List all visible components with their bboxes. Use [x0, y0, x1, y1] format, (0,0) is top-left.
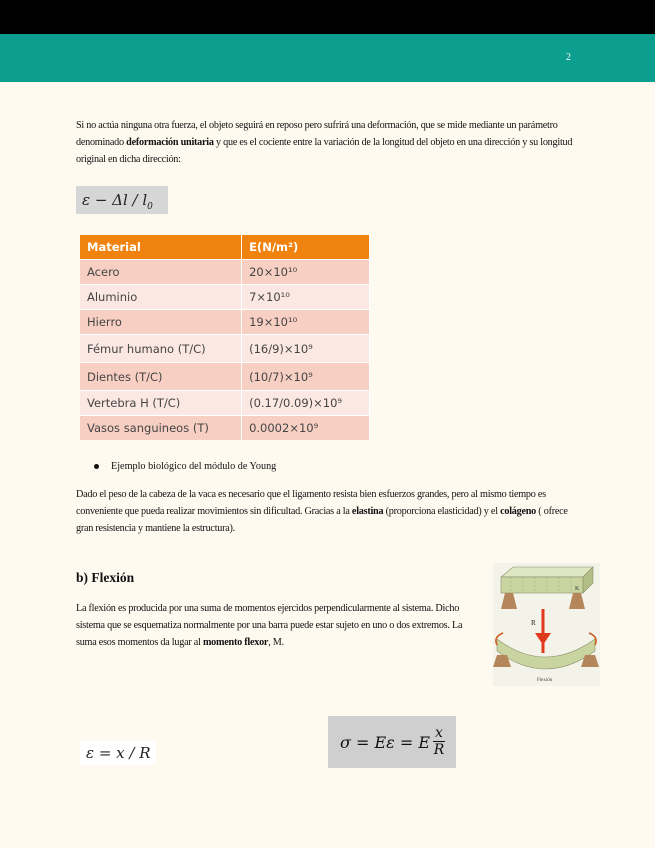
ligament-paragraph: Dado el peso de la cabeza de la vaca es necesario que el ligamento resista bien esfuerzos grandes, pero al mismo tiempo es conveniente que pueda realizar movimientos sin dificultad. Gracias a la elastina (proporciona elasticidad) y el colágeno ( ofrece gran resistencia y mantiene la estructura).: [76, 489, 568, 534]
bullet-dot-icon: [94, 464, 99, 469]
page-number: 2: [566, 52, 571, 63]
svg-text:K: K: [575, 586, 580, 592]
table-row: Vasos sanguineos (T) 0.0002×10⁹: [80, 416, 370, 441]
beam-bending-figure: [493, 563, 600, 686]
term-elastina: elastina: [351, 506, 384, 517]
strain-equation: $\varepsilon - \Delta l / l_0$: [76, 186, 168, 214]
young-modulus-table: [80, 235, 370, 440]
intro-paragraph: Si no actúa ninguna otra fuerza, el objeto seguirá en reposo pero sufrirá una deformación, que se mide mediante un parámetro denominado deformación unitaria y que es el cociente entre la variación de la longitud del objeto en una dirección y su longitud original en dicha dirección:: [76, 120, 573, 165]
column-header-modulus: E(N/m²): [242, 235, 370, 260]
table-header-row: [80, 235, 370, 260]
table-row: Dientes (T/C) (10/7)×10⁹: [80, 363, 370, 391]
table-row: Acero 20×10¹⁰: [80, 260, 370, 285]
column-header-material: Material: [80, 235, 242, 260]
header-band: [0, 34, 655, 82]
fraction: $\frac{x}{R}$: [433, 724, 445, 758]
term-deformacion-unitaria: deformación unitaria: [126, 137, 214, 148]
table-row: Aluminio 7×10¹⁰: [80, 285, 370, 310]
table-row: Fémur humano (T/C) (16/9)×10⁹: [80, 335, 370, 363]
term-momento-flexor: momento flexor: [202, 637, 269, 648]
table-row: Hierro 19×10¹⁰: [80, 310, 370, 335]
flexion-paragraph: La flexión es producida por una suma de momentos ejercidos perpendicularmente al sistema. Dicho sistema que se esquematiza normalmente por una barra puede estar sujeto en uno o dos extremos. La suma esos momentos da lugar al momento flexor, M.: [76, 603, 463, 648]
term-colageno: colágeno: [500, 506, 536, 517]
svg-text:Flexión: Flexión: [537, 678, 553, 683]
section-heading: b) Flexión: [76, 570, 135, 585]
curvature-equation: ε = x / R: [80, 741, 156, 765]
table-row: Vertebra H (T/C) (0.17/0.09)×10⁹: [80, 391, 370, 416]
svg-text:R: R: [531, 619, 536, 627]
stress-equation: σ = Eε = E $\frac{x}{R}$: [328, 716, 456, 768]
bullet-item: Ejemplo biológico del módulo de Young: [94, 461, 276, 472]
top-black-bar: [0, 0, 655, 34]
